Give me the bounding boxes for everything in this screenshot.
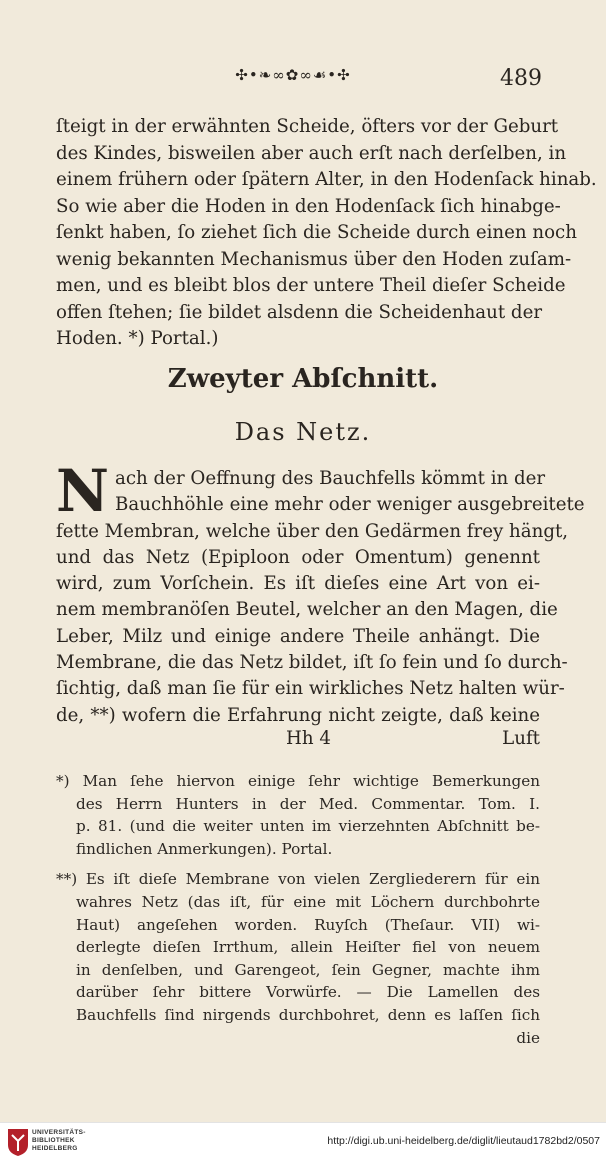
footnote-line: derlegte dieſen Irrthum, allein Heiſter fiel von neuem [76,938,540,957]
footnote-line: Haut) angeſehen worden. Ruyſch (Theſaur. VII) wi- [76,915,540,934]
footnote-catchword: die [516,1028,540,1047]
signature-mark: Hh 4 [286,728,331,749]
footnote-line: findlichen Anmerkungen). Portal. [76,839,333,858]
library-name [32,1129,86,1153]
library-name-line: HEIDELBERG [32,1145,78,1152]
text-line: men, und es bleibt blos der untere Theil dieſer Scheide [56,275,566,296]
text-line: So wie aber die Hoden in den Hodenſack ſich hinabge- [56,195,561,217]
footnote-line: in denſelben, und Garengeot, ſein Gegner, machte ihm [76,960,540,979]
section-heading: Zweyter Abſchnitt. [167,364,439,394]
footnote-2 [56,868,540,1049]
text-line: und das Netz (Epiploon oder Omentum) genennt [56,546,540,568]
footnote-line: des Herrn Hunters in der Med. Commentar. Tom. I. [76,794,540,813]
text-line: ſenkt haben, ſo ziehet ſich die Scheide durch einen noch [56,222,577,243]
text-line: ſteigt in der erwähnten Scheide, öfters vor der Geburt [56,116,559,137]
footnote-1 [56,770,540,860]
text-line: ach der Oeffnung des Bauchfells kömmt in der [115,468,546,489]
footnote-line: darüber ſehr bittere Vorwürfe. — Die Lamellen des [76,983,540,1002]
footnote-line: *) Man ſehe hiervon einige ſehr wichtige Bemerkungen [56,772,540,790]
drop-capital: N [56,457,110,525]
text-line: fette Membran, welche über den Gedärmen frey hängt, [56,520,569,542]
footnote-line: **) Es iſt dieſe Membrane von vielen Zergliederern für ein [56,870,540,889]
paragraph-1 [56,114,597,353]
text-line: offen ſtehen; ſie bildet alsdenn die Scheidenhaut der [56,301,543,323]
footnote-line: p. 81. (und die weiter unten im vierzehnten Abſchnitt be- [76,817,540,836]
footnote-line: wahres Netz (das iſt, für eine mit Löchern durchbohrte [76,892,540,911]
permalink-url[interactable]: http://digi.ub.uni-heidelberg.de/diglit/lieutaud1782bd2/0507 [327,1135,600,1147]
viewer-footer [0,1122,606,1163]
text-line: de, **) wofern die Erfahrung nicht zeigte, daß keine [56,704,540,726]
paragraph-2 [56,457,585,729]
catchword: Luft [502,728,540,749]
text-line: ſichtig, daß man ſie für ein wirkliches Netz halten wür- [56,678,565,700]
library-name-line: BIBLIOTHEK [32,1137,75,1144]
library-name-line: UNIVERSITÄTS- [32,1129,86,1136]
text-line: Hoden. *) Portal.) [56,328,219,349]
subheading: Das Netz. [234,418,372,446]
footnote-line: Bauchfells ſind nirgends durchbohret, denn es laſſen ſich [76,1005,540,1024]
university-seal-icon [6,1127,30,1157]
text-line: des Kindes, bisweilen aber auch erſt nach derſelben, in [56,142,567,164]
text-line: wird, zum Vorſchein. Es iſt dieſes eine Art von ei- [56,573,540,595]
signature-row [56,728,540,754]
text-line: wenig bekannten Mechanismus über den Hoden zuſam- [56,248,572,270]
header-ornament: ✣•❧∞✿∞☙•✣ [235,66,351,84]
text-line: nem membranöſen Beutel, welcher an den Magen, die [56,599,558,621]
footnotes [56,770,540,1057]
page-number: 489 [500,66,542,91]
text-line: Bauchhöhle eine mehr oder weniger ausgebreitete [115,494,585,516]
text-line: Membrane, die das Netz bildet, iſt ſo fein und ſo durch- [56,652,568,674]
text-line: Leber, Milz und einige andere Theile anhängt. Die [56,625,540,647]
text-line: einem frühern oder ſpätern Alter, in den Hodenſack hinab. [56,169,597,190]
